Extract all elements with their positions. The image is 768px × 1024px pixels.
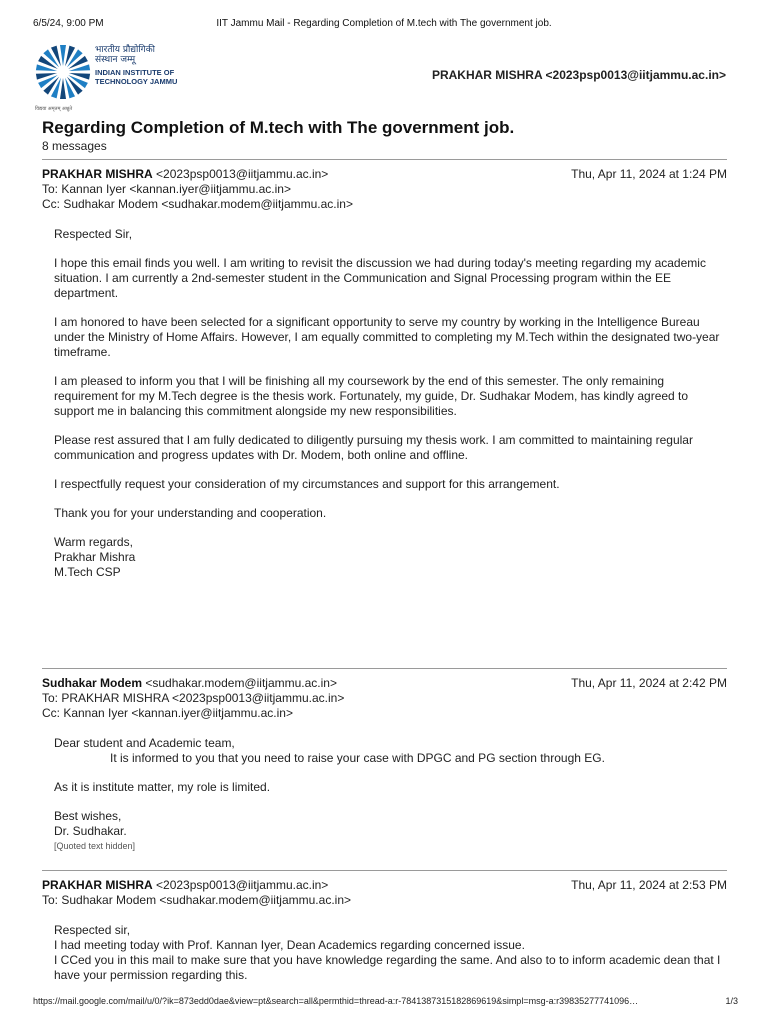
body-paragraph: Respected Sir, [54, 227, 133, 241]
sender-name: PRAKHAR MISHRA [42, 878, 153, 892]
signature-line: M.Tech CSP [54, 565, 121, 579]
message-to: To: PRAKHAR MISHRA <2023psp0013@iitjammu.ac.in> [42, 691, 345, 705]
page-number: 1/3 [725, 996, 738, 1006]
logo-hindi-line2: संस्थान जम्मू [95, 55, 136, 65]
body-line: I had meeting today with Prof. Kannan Iyer, Dean Academics regarding concerned issue. [54, 938, 525, 952]
account-identity: PRAKHAR MISHRA <2023psp0013@iitjammu.ac.in> [431, 68, 726, 82]
message-to: To: Sudhakar Modem <sudhakar.modem@iitjammu.ac.in> [42, 893, 351, 907]
logo-emblem-icon [33, 42, 93, 102]
logo-tagline: विद्यया अमृतम् अश्नुते [35, 106, 73, 112]
body-line: I CCed you in this mail to make sure that you have knowledge regarding the same. And also to to inform academic dean that I have your permission regarding this. [54, 953, 721, 982]
logo-english-line1: INDIAN INSTITUTE OF [95, 68, 175, 77]
quoted-text-toggle[interactable]: [Quoted text hidden] [54, 841, 136, 851]
print-title: IIT Jammu Mail - Regarding Completion of M.tech with The government job. [216, 18, 552, 29]
message-1 [42, 167, 727, 580]
message-3 [42, 878, 727, 983]
message-body [54, 227, 727, 580]
body-paragraph: Please rest assured that I am fully dedicated to diligently pursuing my thesis work. I am committed to maintaining regular communication and progress updates with Dr. Modem, both online and offline. [54, 433, 693, 462]
signature-line: Dr. Sudhakar. [54, 824, 127, 838]
message-body [54, 923, 727, 983]
message-date: Thu, Apr 11, 2024 at 1:24 PM [571, 167, 727, 181]
sender-email[interactable]: <2023psp0013@iitjammu.ac.in> [156, 167, 329, 181]
sender-name: PRAKHAR MISHRA [42, 167, 153, 181]
divider [42, 870, 727, 871]
signature-line: Best wishes, [54, 809, 122, 823]
thread-subject: Regarding Completion of M.tech with The government job. [42, 118, 515, 137]
divider [42, 159, 727, 160]
print-datetime: 6/5/24, 9:00 PM [33, 18, 104, 29]
message-cc: Cc: Sudhakar Modem <sudhakar.modem@iitjammu.ac.in> [42, 197, 353, 211]
message-cc: Cc: Kannan Iyer <kannan.iyer@iitjammu.ac.in> [42, 706, 293, 720]
body-greeting: Dear student and Academic team, [54, 736, 235, 750]
message-date: Thu, Apr 11, 2024 at 2:53 PM [571, 878, 727, 892]
body-paragraph: Thank you for your understanding and cooperation. [54, 506, 327, 520]
message-body [54, 736, 727, 854]
body-line: Respected sir, [54, 923, 131, 937]
sender-name: Sudhakar Modem [42, 676, 143, 690]
message-to: To: Kannan Iyer <kannan.iyer@iitjammu.ac.in> [42, 182, 291, 196]
body-paragraph: I am pleased to inform you that I will be finishing all my coursework by the end of this semester. The only remaining requirement for my M.Tech degree is the thesis work. Fortunately, my guide, Dr. Sudhakar Modem, has kindly agreed to support me in balancing this commitment alongside my new responsibilities. [54, 374, 689, 418]
logo-english-line2: TECHNOLOGY JAMMU [95, 77, 178, 86]
body-paragraph: I hope this email finds you well. I am writing to revisit the discussion we had during today's meeting regarding my academic situation. I am currently a 2nd-semester student in the Communication and Signal Processing program within the EE department. [54, 256, 706, 300]
print-url: https://mail.google.com/mail/u/0/?ik=873edd0dae&view=pt&search=all&permthid=thread-a:r-7841387315182869619&simpl=msg-a:r39835277741096… [33, 996, 639, 1006]
divider [42, 668, 727, 669]
message-2 [42, 676, 727, 854]
sender-email[interactable]: <sudhakar.modem@iitjammu.ac.in> [145, 676, 337, 690]
signature-line: Prakhar Mishra [54, 550, 136, 564]
signature-line: Warm regards, [54, 535, 133, 549]
body-paragraph: I respectfully request your consideration of my circumstances and support for this arrangement. [54, 477, 560, 491]
body-paragraph: As it is institute matter, my role is limited. [54, 780, 271, 794]
sender-email[interactable]: <2023psp0013@iitjammu.ac.in> [156, 878, 329, 892]
message-date: Thu, Apr 11, 2024 at 2:42 PM [571, 676, 727, 690]
body-paragraph: It is informed to you that you need to raise your case with DPGC and PG section through EG. [110, 751, 605, 765]
message-count: 8 messages [42, 139, 107, 153]
logo-hindi-line1: भारतीय प्रौद्योगिकी [95, 45, 155, 55]
body-paragraph: I am honored to have been selected for a significant opportunity to serve my country by working in the Intelligence Bureau under the Ministry of Home Affairs. However, I am equally committed to completing my M.Tech within the designated two-year timeframe. [54, 315, 720, 359]
iit-jammu-logo [33, 42, 193, 120]
